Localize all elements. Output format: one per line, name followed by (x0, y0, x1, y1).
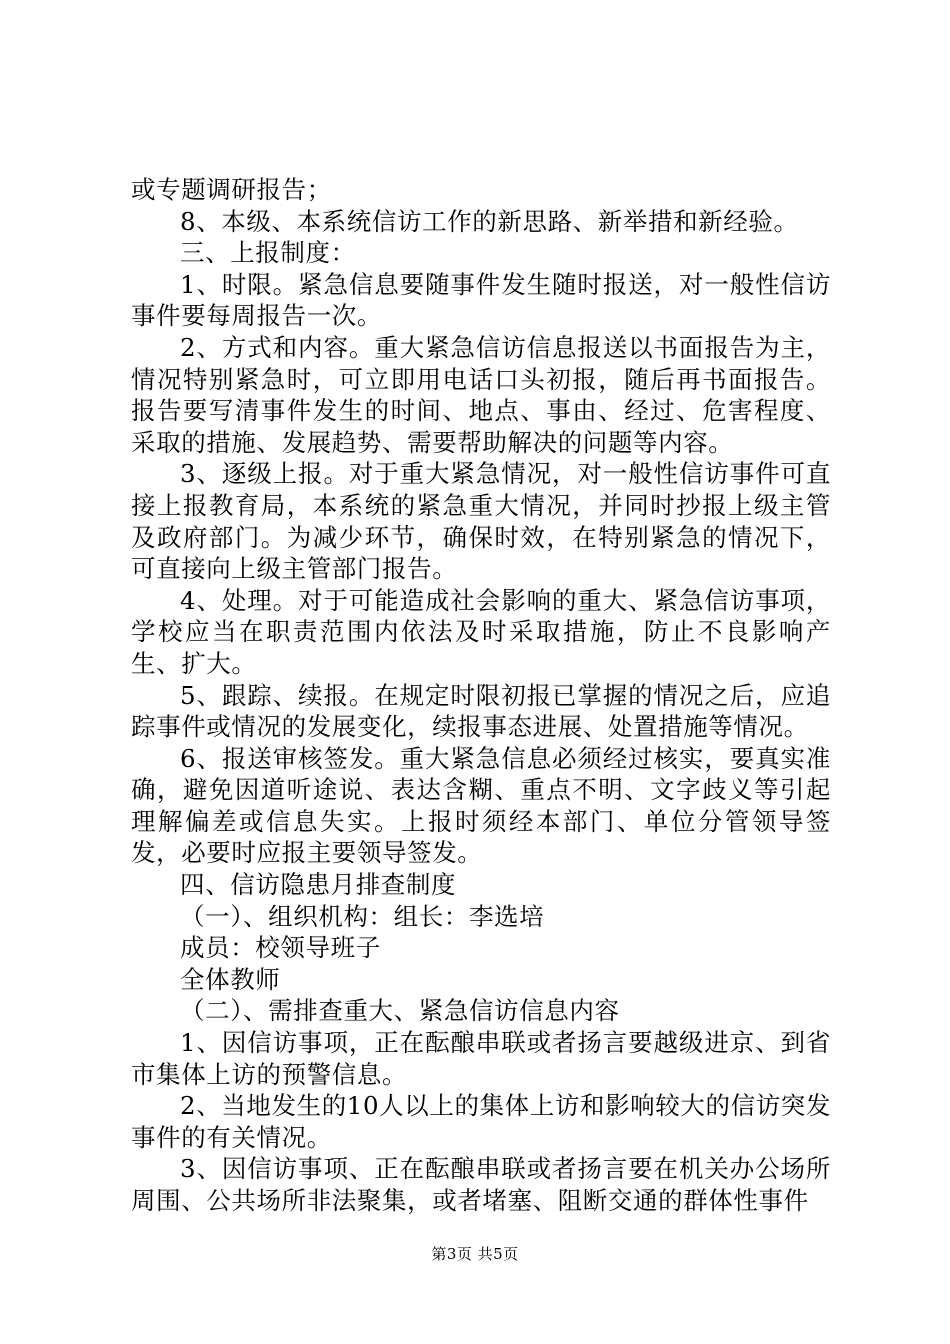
paragraph: 3、逐级上报。对于重大紧急情况，对一般性信访事件可直接上报教育局，本系统的紧急重大情况，并同时抄报上级主管及政府部门。为减少环节，确保时效，在特别紧急的情况下，可直接向上级主管部门报告。 (131, 459, 831, 584)
paragraph: 1、时限。紧急信息要随事件发生随时报送，对一般性信访事件要每周报告一次。 (131, 269, 831, 331)
subsection-heading: （一）、组织机构：组长：李选培 (180, 901, 545, 931)
page-footer (0, 1244, 950, 1264)
paragraph: 6、报送审核签发。重大紧急信息必须经过核实，要真实准确，避免因道听途说、表达含糊、重点不明、文字歧义等引起理解偏差或信息失实。上报时须经本部门、单位分管领导签发，必要时应报主要领导签发。 (131, 743, 831, 868)
paragraph: 3、因信访事项、正在酝酿串联或者扬言要在机关办公场所周围、公共场所非法聚集，或者堵塞、阻断交通的群体性事件 (131, 1154, 831, 1215)
paragraph: 2、当地发生的10人以上的集体上访和影响较大的信访突发事件的有关情况。 (131, 1091, 831, 1152)
document-body (131, 174, 831, 1217)
subsection-heading: （二）、需排查重大、紧急信访信息内容 (180, 996, 620, 1026)
paragraph: 4、处理。对于可能造成社会影响的重大、紧急信访事项，学校应当在职责范围内依法及时采取措施，防止不良影响产生、扩大。 (131, 585, 831, 678)
section-heading: 四、信访隐患月排查制度 (180, 870, 457, 900)
paragraph: 全体教师 (180, 964, 281, 994)
paragraph: 8、本级、本系统信访工作的新思路、新举措和新经验。 (180, 206, 799, 236)
paragraph: 2、方式和内容。重大紧急信访信息报送以书面报告为主，情况特别紧急时，可立即用电话口头初报，随后再书面报告。报告要写清事件发生的时间、地点、事由、经过、危害程度、采取的措施、发展趋势、需要帮助解决的问题等内容。 (131, 332, 831, 457)
paragraph: 1、因信访事项，正在酝酿串联或者扬言要越级进京、到省市集体上访的预警信息。 (131, 1028, 831, 1089)
section-heading: 三、上报制度： (180, 238, 356, 268)
paragraph: 成员：校领导班子 (180, 933, 381, 963)
paragraph: 5、跟踪、续报。在规定时限初报已掌握的情况之后，应追踪事件或情况的发展变化，续报事态进展、处置措施等情况。 (131, 680, 831, 742)
paragraph: 或专题调研报告； (131, 175, 332, 204)
page-number: 第3页 共5页 (431, 1245, 519, 1263)
